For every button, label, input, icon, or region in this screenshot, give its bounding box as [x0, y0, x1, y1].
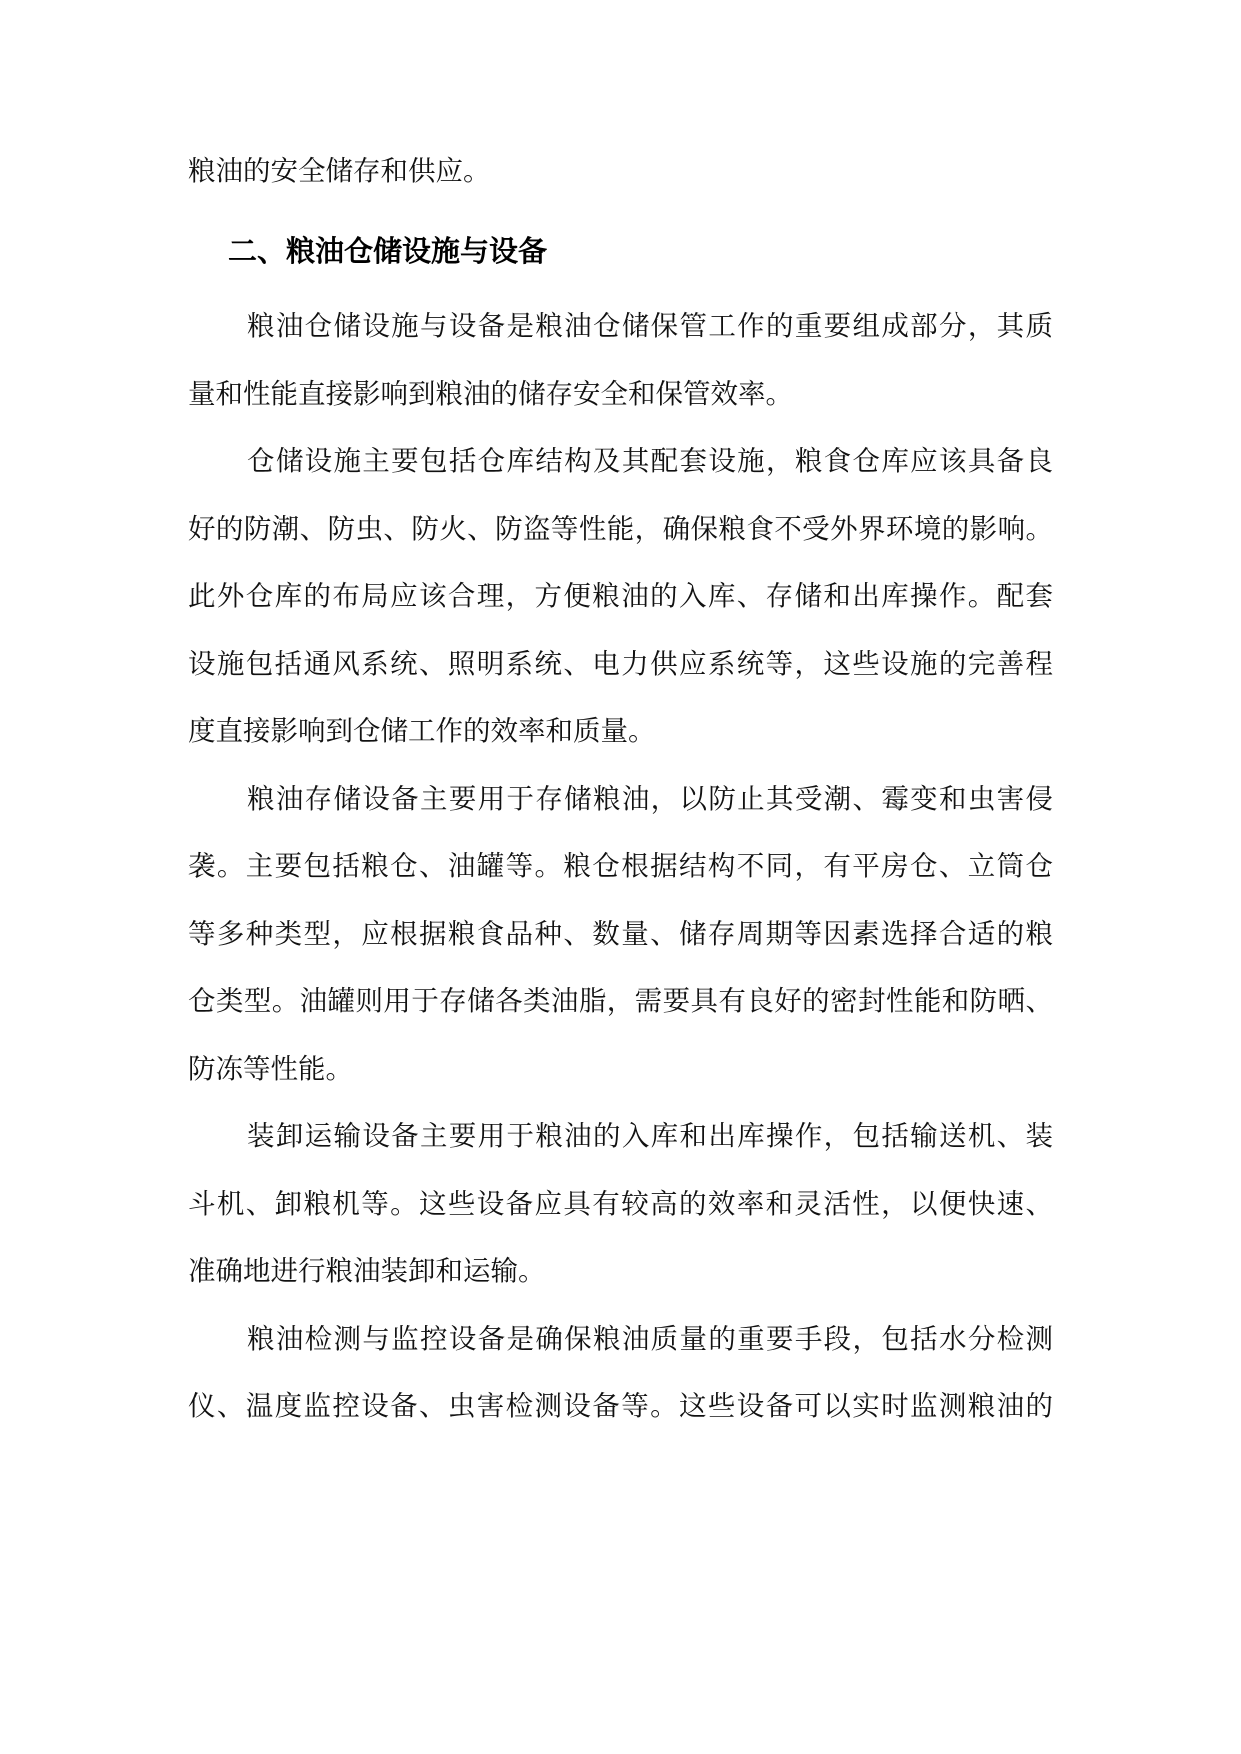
- paragraph: [188, 428, 1053, 766]
- text-line: 仓储设施主要包括仓库结构及其配套设施，粮食仓库应该具备良: [247, 445, 1053, 477]
- paragraph: [188, 293, 1053, 428]
- text-line: 袭。主要包括粮仓、油罐等。粮仓根据结构不同，有平房仓、立筒仓: [188, 850, 1053, 882]
- text-line: 仪、温度监控设备、虫害检测设备等。这些设备可以实时监测粮油的: [188, 1390, 1053, 1422]
- text-line: 度直接影响到仓储工作的效率和质量。: [188, 715, 656, 747]
- text-line: 等多种类型，应根据粮食品种、数量、储存周期等因素选择合适的粮: [188, 917, 1053, 950]
- text-line: 防冻等性能。: [188, 1052, 353, 1085]
- text-line: 仓类型。油罐则用于存储各类油脂，需要具有良好的密封性能和防晒、: [188, 985, 1053, 1017]
- text-line: 此外仓库的布局应该合理，方便粮油的入库、存储和出库操作。配套: [188, 580, 1053, 612]
- text-line: 装卸运输设备主要用于粮油的入库和出库操作，包括输送机、装: [247, 1120, 1053, 1152]
- paragraph: [188, 1103, 1053, 1306]
- text-line: 准确地进行粮油装卸和运输。: [188, 1255, 546, 1287]
- text-line: 好的防潮、防虫、防火、防盗等性能，确保粮食不受外界环境的影响。: [188, 512, 1053, 545]
- text-line: 粮油检测与监控设备是确保粮油质量的重要手段，包括水分检测: [247, 1322, 1053, 1355]
- text-line: 粮油仓储设施与设备是粮油仓储保管工作的重要组成部分，其质: [247, 310, 1053, 342]
- paragraph: [188, 766, 1053, 1104]
- continuation-line: 粮油的安全储存和供应。: [188, 155, 491, 187]
- text-line: 量和性能直接影响到粮油的储存安全和保管效率。: [188, 377, 793, 410]
- paragraph: [188, 1306, 1053, 1441]
- section-heading: 二、粮油仓储设施与设备: [228, 233, 548, 268]
- document-body: [188, 138, 1053, 1441]
- text-line: 斗机、卸粮机等。这些设备应具有较高的效率和灵活性，以便快速、: [188, 1187, 1053, 1220]
- text-line: 设施包括通风系统、照明系统、电力供应系统等，这些设施的完善程: [188, 647, 1053, 680]
- text-line: 粮油存储设备主要用于存储粮油，以防止其受潮、霉变和虫害侵: [247, 782, 1053, 815]
